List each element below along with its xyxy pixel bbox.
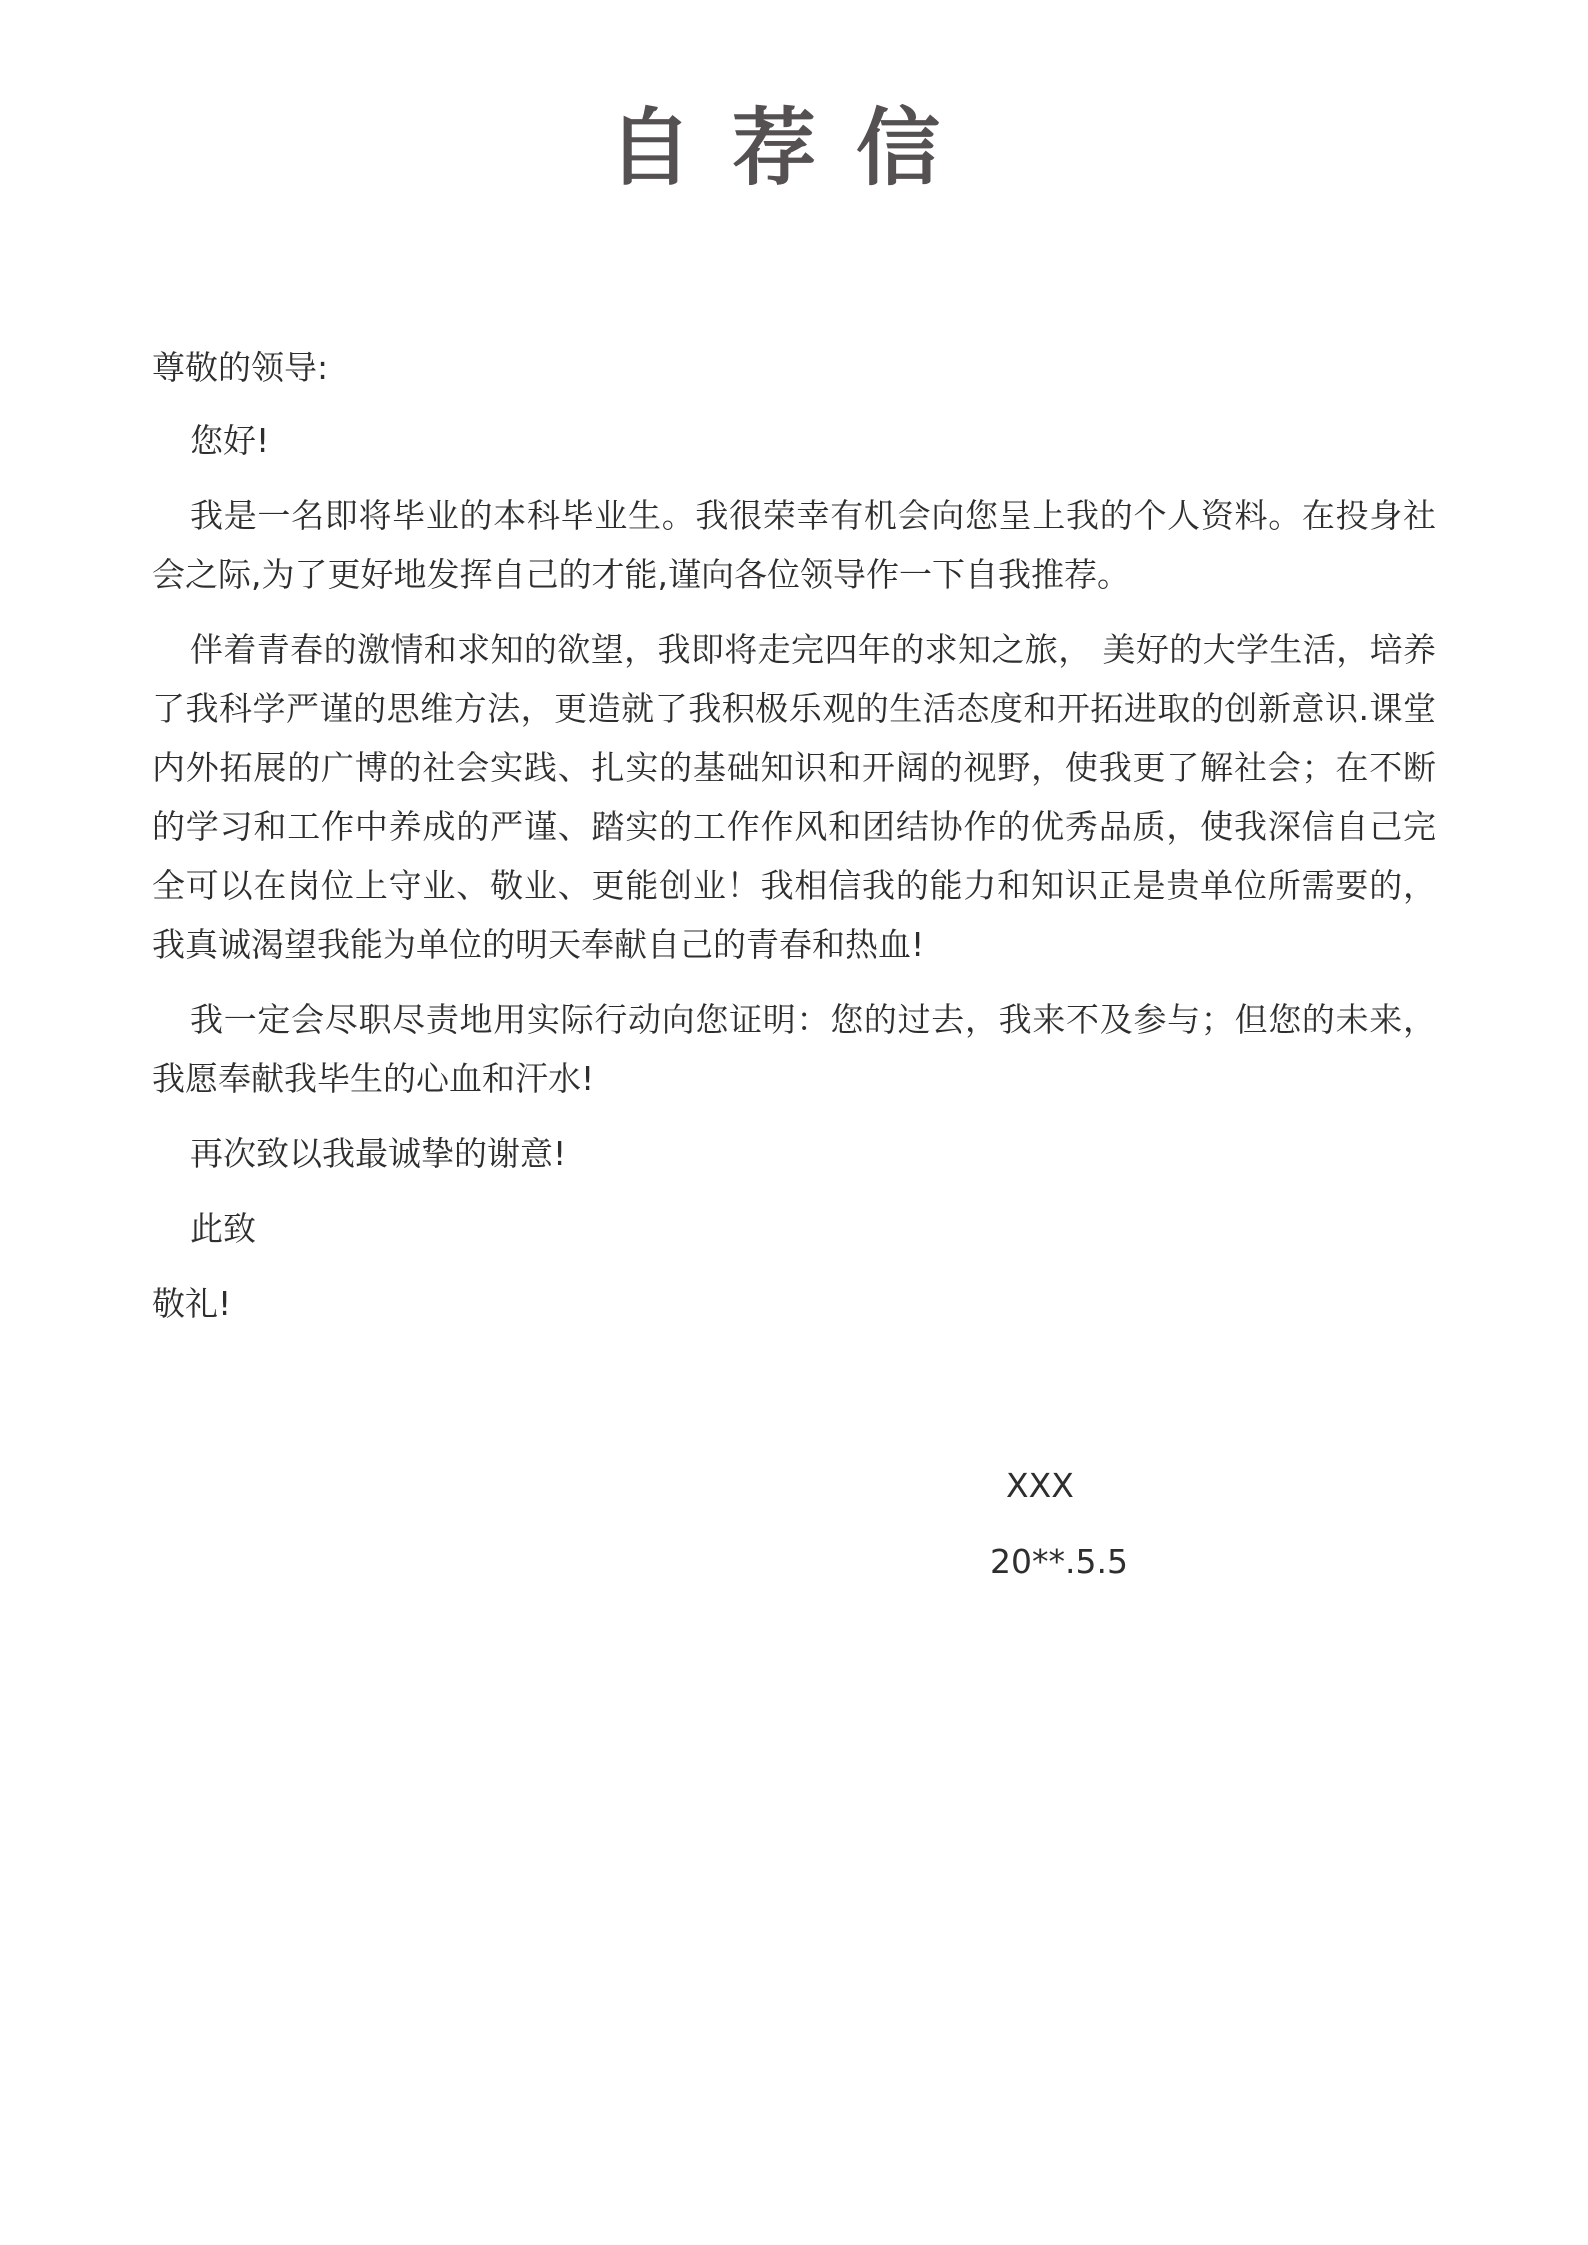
signature-name: XXX (1006, 1466, 1074, 1505)
paragraph-intro: 我是一名即将毕业的本科毕业生。我很荣幸有机会向您呈上我的个人资料。在投身社会之际,为了更好地发挥自己的才能,谨向各位领导作一下自我推荐。 (152, 496, 1436, 594)
paragraph-thanks: 再次致以我最诚挚的谢意! (190, 1134, 567, 1173)
salutation: 尊敬的领导: (152, 348, 329, 387)
paragraph-commitment: 我一定会尽职尽责地用实际行动向您证明：您的过去，我来不及参与；但您的未来，我愿奉献我毕生的心血和汗水! (152, 1000, 1436, 1098)
signature-date: 20**.5.5 (990, 1542, 1128, 1581)
greeting: 您好! (190, 421, 270, 460)
letter-body (152, 338, 1436, 1349)
closing-jing-li: 敬礼! (152, 1284, 232, 1323)
signature-block (990, 1448, 1190, 1600)
document-title: 自荐信 (607, 99, 980, 197)
paragraph-experience: 伴着青春的激情和求知的欲望，我即将走完四年的求知之旅， 美好的大学生活，培养了我科学严谨的思维方法，更造就了我积极乐观的生活态度和开拓进取的创新意识.课堂内外拓展的广博的社会实践、扎实的基础知识和开阔的视野，使我更了解社会；在不断的学习和工作中养成的严谨、踏实的工作作风和团结协作的优秀品质，使我深信自己完全可以在岗位上守业、敬业、更能创业！我相信我的能力和知识正是贵单位所需要的，我真诚渴望我能为单位的明天奉献自己的青春和热血! (152, 630, 1436, 964)
closing-ci-zhi: 此致 (190, 1209, 256, 1248)
